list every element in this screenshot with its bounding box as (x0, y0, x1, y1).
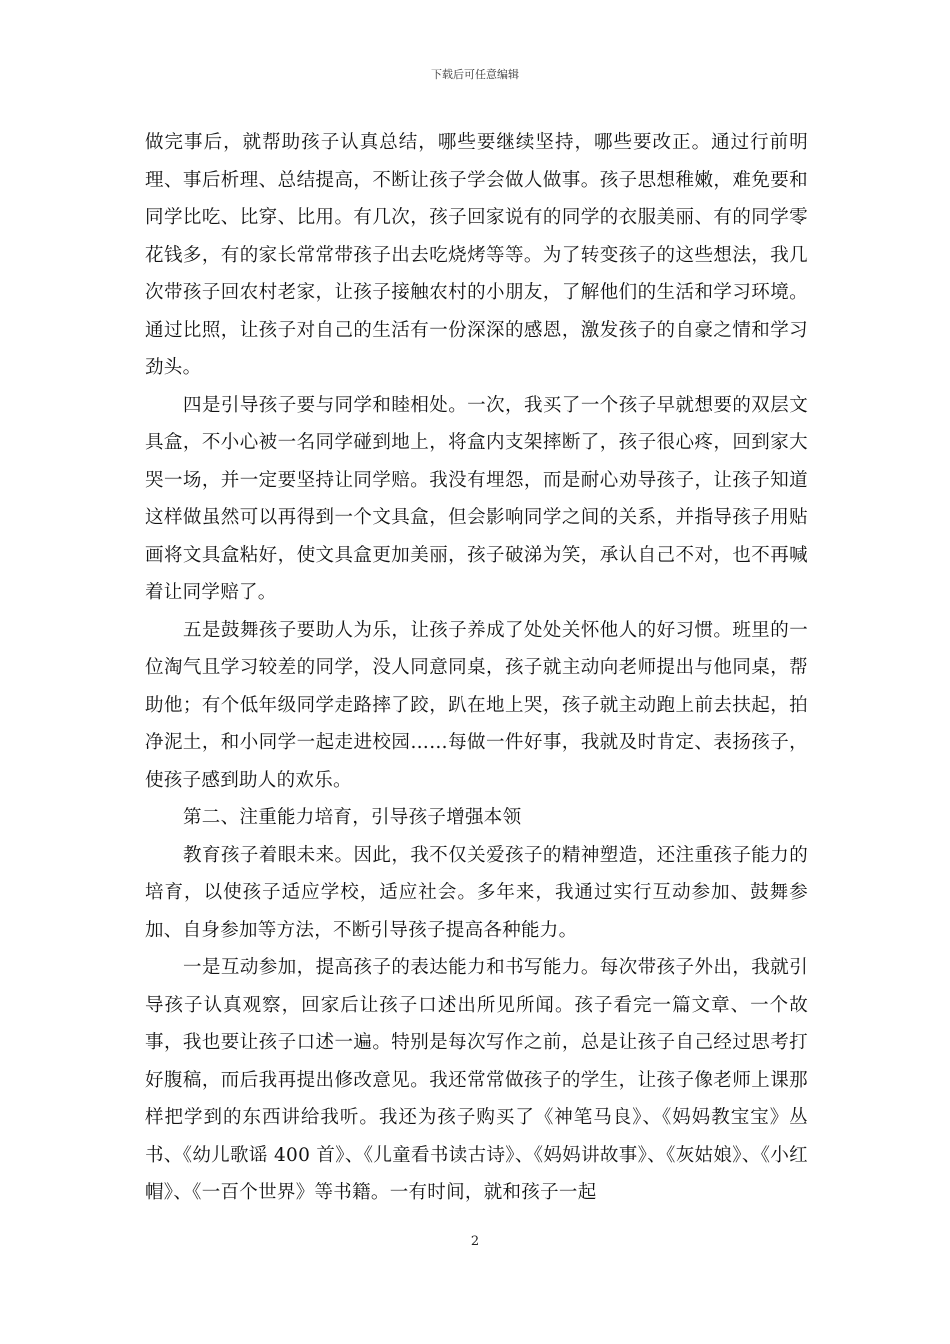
paragraph-summary-and-gratitude: 做完事后，就帮助孩子认真总结，哪些要继续坚持，哪些要改正。通过行前明理、事后析理、总结提高，不断让孩子学会做人做事。孩子思想稚嫩，难免要和同学比吃、比穿、比用。有几次，孩子回家说有的同学的衣服美丽、有的同学零花钱多，有的家长常常带孩子出去吃烧烤等等。为了转变孩子的这些想法，我几次带孩子回农村老家，让孩子接触农村的小朋友，了解他们的生活和学习环境。通过比照，让孩子对自己的生活有一份深深的感恩，激发孩子的自豪之情和学习劲头。 (145, 132, 808, 378)
paragraph-get-along-with-classmates: 四是引导孩子要与同学和睦相处。一次，我买了一个孩子早就想要的双层文具盒，不小心被一名同学碰到地上，将盒内支架摔断了，孩子很心疼，回到家大哭一场，并一定要坚持让同学赔。我没有埋怨，而是耐心劝导孩子，让孩子知道这样做虽然可以再得到一个文具盒，但会影响同学之间的关系，并指导孩子用贴画将文具盒粘好，使文具盒更加美丽，孩子破涕为笑，承认自己不对，也不再喊着让同学赔了。 (145, 394, 808, 603)
document-body (145, 124, 808, 1212)
paragraph-helping-others: 五是鼓舞孩子要助人为乐，让孩子养成了处处关怀他人的好习惯。班里的一位淘气且学习较差的同学，没人同意同桌，孩子就主动向老师提出与他同桌，帮助他；有个低年级同学走路摔了跤，趴在地上哭，孩子就主动跑上前去扶起，拍净泥土，和小同学一起走进校园……每做一件好事，我就及时肯定、表扬孩子，使孩子感到助人的欢乐。 (145, 619, 808, 791)
paragraph-education-for-future: 教育孩子着眼未来。因此，我不仅关爱孩子的精神塑造，还注重孩子能力的培育，以使孩子适应学校，适应社会。多年来，我通过实行互动参加、鼓舞参加、自身参加等方法，不断引导孩子提高各种能力。 (145, 844, 808, 941)
paragraph-interactive-participation: 一是互动参加，提高孩子的表达能力和书写能力。每次带孩子外出，我就引导孩子认真观察，回家后让孩子口述出所见所闻。孩子看完一篇文章、一个故事，我也要让孩子口述一遍。特别是每次写作之前，总是让孩子自己经过思考打好腹稿，而后我再提出修改意见。我还常常做孩子的学生，让孩子像老师上课那样把学到的东西讲给我听。我还为孩子购买了《神笔马良》、《妈妈教宝宝》丛书、《幼儿歌谣 400 首》、《儿童看书读古诗》、《妈妈讲故事》、《灰姑娘》、《小红帽》、《一百个世界》等书籍。一有时间，就和孩子一起 (145, 957, 808, 1203)
page-number: 2 (470, 1234, 480, 1249)
section-heading-ability-training: 第二、注重能力培育，引导孩子增强本领 (183, 807, 522, 828)
page-header: 下载后可任意编辑 (431, 68, 519, 81)
